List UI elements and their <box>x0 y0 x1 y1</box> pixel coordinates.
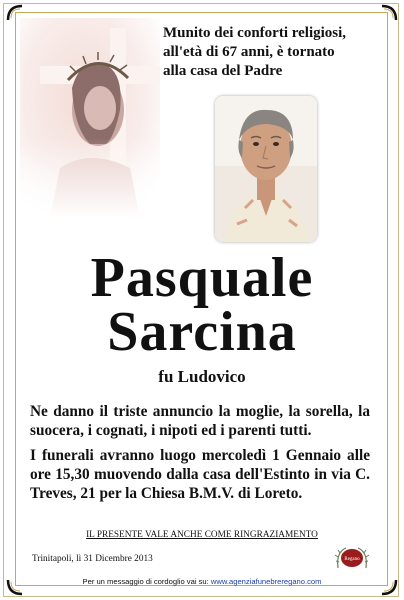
place-date: Trinitapoli, lì 31 Dicembre 2013 <box>32 554 153 564</box>
corner-ornament-icon <box>380 4 398 22</box>
intro-text <box>163 24 387 81</box>
website-link[interactable]: www.agenziafunebreregano.com <box>210 577 322 586</box>
intro-line: alla casa del Padre <box>163 63 283 79</box>
announcement-text: Ne danno il triste annuncio la moglie, la sorella, la suocera, i cognati, i nipoti ed i parenti tutti. <box>30 403 370 439</box>
christ-image <box>20 18 160 218</box>
name-last: Sarcina <box>107 301 297 363</box>
agency-logo <box>334 544 370 572</box>
intro-line: all'età di 67 anni, è tornato <box>163 44 335 60</box>
thanks-note: IL PRESENTE VALE ANCHE COME RINGRAZIAMENTO <box>86 530 318 540</box>
funeral-text: I funerali avranno luogo mercoledì 1 Gennaio alle ore 15,30 muovendo dalla casa dell'Estinto in via C. Treves, 21 per la Chiesa B.M.V. di Loreto. <box>30 447 370 502</box>
footer <box>0 577 404 586</box>
father-name: fu Ludovico <box>158 367 246 386</box>
deceased-photo <box>215 96 317 242</box>
intro-line: Munito dei conforti religiosi, <box>163 25 347 41</box>
footer-text: Per un messaggio di cordoglio vai su: <box>82 577 211 586</box>
svg-text:Regano: Regano <box>344 557 360 562</box>
name-first: Pasquale <box>90 247 314 309</box>
